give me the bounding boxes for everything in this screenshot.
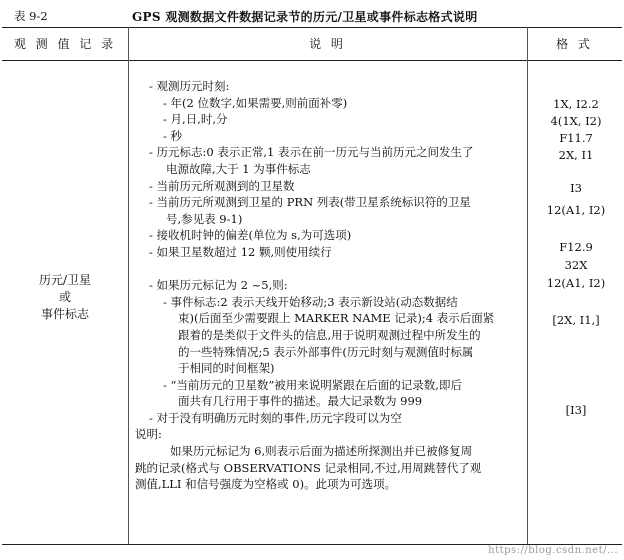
table-number: 表 9-2 (14, 9, 48, 23)
record-label-line: 或 (58, 290, 71, 304)
description-cell (135, 78, 525, 493)
description-line: - 年(2 位数字,如果需要,则前面补零) (163, 95, 348, 110)
header-description: 说 明 (309, 37, 346, 51)
description-line: 电源故障,大于 1 为事件标志 (166, 161, 311, 176)
description-line: - 观测历元时刻: (149, 79, 230, 93)
format-value: 2X, I1 (558, 148, 594, 162)
description-line: 跟着的是类似于文件头的信息,用于说明观测过程中所发生的 (178, 327, 481, 342)
format-value: I3 (570, 181, 582, 195)
description-line: 测值,LLI 和信号强度为空格或 0)。此项为可选项。 (135, 477, 397, 492)
description-line: - 如果历元标记为 2 ~5,则: (149, 278, 288, 293)
description-line: - “当前历元的卫星数”被用来说明紧跟在后面的记录数,即后 (163, 377, 462, 392)
record-label-line: 事件标志 (40, 307, 89, 321)
format-value: 32X (564, 258, 588, 272)
column-divider-1 (128, 27, 129, 544)
table-top-rule (2, 27, 622, 28)
format-value: [I3] (565, 403, 587, 417)
description-line: 跳的记录(格式与 OBSERVATIONS 记录相同,不过,用周跳替代了观 (135, 460, 482, 475)
blank-line (135, 261, 525, 278)
format-value: F11.7 (559, 131, 593, 145)
format-value: 4(1X, I2) (550, 114, 602, 128)
description-line: - 如果卫星数超过 12 颗,则使用续行 (149, 244, 332, 259)
description-line: 的一些特殊情况;5 表示外部事件(历元时刻与观测值时标属 (178, 344, 474, 359)
header-observation-record: 观 测 值 记 录 (13, 37, 117, 51)
format-value: 12(A1, I2) (546, 276, 606, 290)
description-line: - 历元标志:0 表示正常,1 表示在前一历元与当前历元之间发生了 (149, 145, 474, 160)
format-value: F12.9 (559, 240, 593, 254)
description-line: - 秒 (163, 128, 183, 143)
format-value: 1X, I2.2 (553, 97, 599, 111)
format-value: [2X, I1,] (552, 313, 600, 327)
description-line: - 事件标志:2 表示天线开始移动;3 表示新设站(动态数据结 (163, 294, 458, 309)
description-line: - 对于没有明确历元时刻的事件,历元字段可以为空 (149, 410, 402, 425)
header-format: 格 式 (556, 37, 593, 51)
description-line: - 当前历元所观测到卫星的 PRN 列表(带卫星系统标识符的卫星 (149, 195, 471, 210)
description-line: 如果历元标记为 6,则表示后面为描述所探测出并已被修复周 (170, 444, 473, 459)
description-line: 面共有几行用于事件的描述。最大记录数为 999 (178, 394, 423, 409)
table-caption (0, 6, 624, 24)
record-label-line: 历元/卫星 (38, 273, 92, 287)
table-title: GPS 观测数据文件数据记录节的历元/卫星或事件标志格式说明 (132, 10, 478, 24)
description-line: - 当前历元所观测到的卫星数 (149, 178, 295, 193)
description-line: - 接收机时钟的偏差(单位为 s,为可选项) (149, 228, 352, 243)
watermark: https://blog.csdn.net/... (488, 545, 618, 556)
description-line: 于相同的时间框架) (178, 361, 275, 376)
description-line: 束)(后面至少需要跟上 MARKER NAME 记录);4 表示后面紧 (178, 311, 495, 326)
description-line: - 月,日,时,分 (163, 112, 228, 127)
record-type-label (2, 272, 128, 323)
header-bottom-rule (2, 60, 622, 61)
column-divider-2 (527, 27, 528, 544)
description-line: 号,参见表 9-1) (166, 211, 243, 226)
format-value: 12(A1, I2) (546, 203, 606, 217)
description-line: 说明: (135, 427, 162, 442)
